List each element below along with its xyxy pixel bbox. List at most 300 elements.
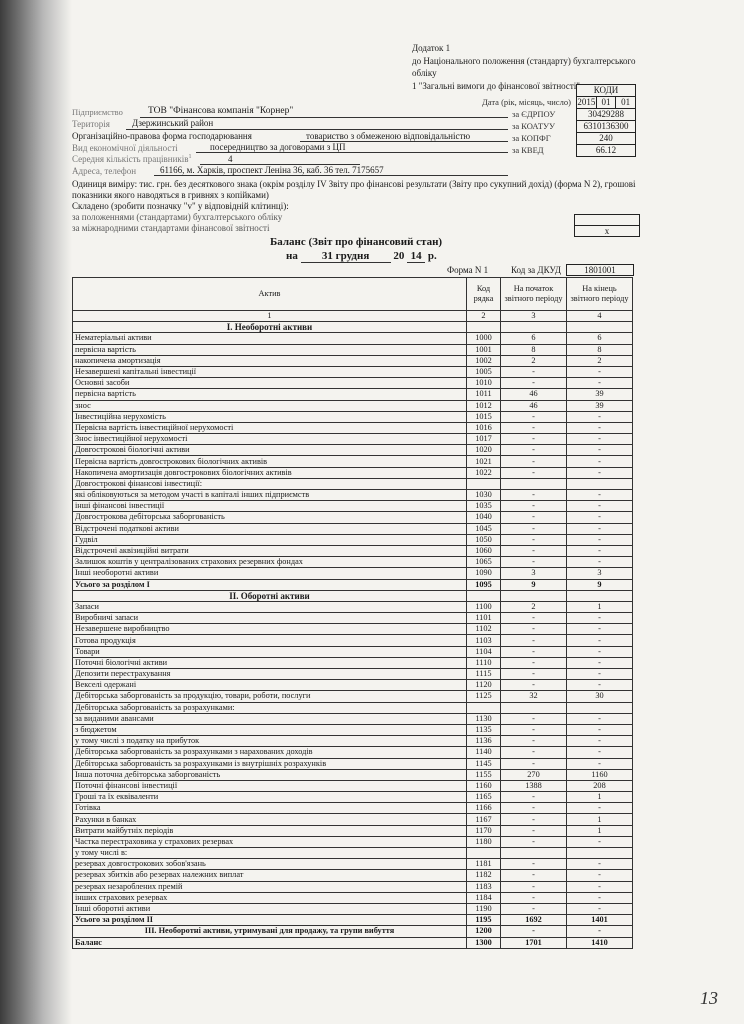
col-end-header: На кінець звітного періоду bbox=[567, 278, 633, 311]
row-label: резервах збитків або резервах належних виплат bbox=[73, 870, 467, 881]
row-value-end: - bbox=[567, 892, 633, 903]
staff-label: Середня кількість працівників bbox=[72, 154, 189, 164]
table-row bbox=[73, 523, 633, 534]
legal-form-label: Організаційно-правова форма господарювання bbox=[72, 131, 252, 141]
row-label: які обліковуються за методом участі в капіталі інших підприємств bbox=[73, 490, 467, 501]
row-label: Дебіторська заборгованість за розрахунками з нарахованих доходів bbox=[73, 747, 467, 758]
edrpou-value: 30429288 bbox=[577, 109, 635, 121]
row-code: 1135 bbox=[467, 724, 501, 735]
row-value-start: - bbox=[501, 926, 567, 937]
index-3: 3 bbox=[501, 311, 567, 322]
row-code: 1200 bbox=[467, 926, 501, 937]
addendum-line-2: до Національного положення (стандарту) бухгалтерського bbox=[412, 55, 636, 66]
row-label: Інші необоротні активи bbox=[73, 568, 467, 579]
row-code: 1022 bbox=[467, 467, 501, 478]
row-label: Дебіторська заборгованість за розрахунками: bbox=[73, 702, 467, 713]
row-code: 1095 bbox=[467, 579, 501, 590]
row-code: 1020 bbox=[467, 445, 501, 456]
row-label: Довгострокові фінансові інвестиції: bbox=[73, 478, 467, 489]
table-row bbox=[73, 422, 633, 433]
staff-value: 4 bbox=[228, 154, 233, 164]
section-title: II. Оборотні активи bbox=[73, 590, 467, 601]
row-value-start: - bbox=[501, 803, 567, 814]
row-value-start: 46 bbox=[501, 389, 567, 400]
col-asset-header: Актив bbox=[73, 278, 467, 311]
row-value-start: - bbox=[501, 366, 567, 377]
row-value-start: - bbox=[501, 646, 567, 657]
msfz-checkbox: x bbox=[574, 225, 640, 237]
table-row bbox=[73, 355, 633, 366]
dkud-value: 1801001 bbox=[566, 264, 634, 276]
row-code: 1060 bbox=[467, 545, 501, 556]
table-row bbox=[73, 601, 633, 612]
row-code: 1195 bbox=[467, 915, 501, 926]
row-code: 1090 bbox=[467, 568, 501, 579]
table-row bbox=[73, 512, 633, 523]
row-label: Основні засоби bbox=[73, 378, 467, 389]
row-value-start: - bbox=[501, 445, 567, 456]
row-label: Незавершені капітальні інвестиції bbox=[73, 366, 467, 377]
table-row bbox=[73, 657, 633, 668]
row-label: Інші оборотні активи bbox=[73, 903, 467, 914]
empty-cell bbox=[467, 590, 501, 601]
index-1: 1 bbox=[73, 311, 467, 322]
row-value-end: 1160 bbox=[567, 769, 633, 780]
activity-value: посередництво за договорами з ЦП bbox=[210, 142, 346, 152]
dkud-label: Код за ДКУД bbox=[511, 265, 561, 275]
row-code: 1015 bbox=[467, 411, 501, 422]
kved-label: за КВЕД bbox=[512, 145, 544, 155]
table-row bbox=[73, 467, 633, 478]
row-code: 1140 bbox=[467, 747, 501, 758]
row-value-end: 39 bbox=[567, 400, 633, 411]
row-label: Усього за розділом I bbox=[73, 579, 467, 590]
document-title: Баланс (Звіт про фінансовий стан) bbox=[270, 236, 443, 248]
table-row bbox=[73, 792, 633, 803]
empty-cell bbox=[501, 322, 567, 333]
row-label: Дебіторська заборгованість за продукцію, товари, роботи, послуги bbox=[73, 691, 467, 702]
staff-label-wrap bbox=[72, 154, 192, 164]
row-label: інші фінансові інвестиції bbox=[73, 501, 467, 512]
row-value-start: - bbox=[501, 411, 567, 422]
codes-box bbox=[576, 84, 636, 157]
row-value-start: - bbox=[501, 422, 567, 433]
row-value-start: 270 bbox=[501, 769, 567, 780]
row-code: 1002 bbox=[467, 355, 501, 366]
row-value-start: - bbox=[501, 512, 567, 523]
row-value-start: - bbox=[501, 434, 567, 445]
row-code: 1104 bbox=[467, 646, 501, 657]
legal-form-value: товариство з обмеженою відповідальністю bbox=[306, 131, 471, 141]
table-row bbox=[73, 724, 633, 735]
row-value-start: - bbox=[501, 680, 567, 691]
row-value-end: - bbox=[567, 926, 633, 937]
address-label: Адреса, телефон bbox=[72, 166, 137, 176]
row-label: з бюджетом bbox=[73, 724, 467, 735]
row-value-start: - bbox=[501, 859, 567, 870]
table-row bbox=[73, 937, 633, 948]
row-value-end: - bbox=[567, 881, 633, 892]
row-code: 1155 bbox=[467, 769, 501, 780]
report-year: 14 bbox=[407, 250, 425, 263]
table-row bbox=[73, 333, 633, 344]
row-code: 1300 bbox=[467, 937, 501, 948]
row-value-start: 2 bbox=[501, 601, 567, 612]
row-code: 1110 bbox=[467, 657, 501, 668]
row-label: накопичена амортизація bbox=[73, 355, 467, 366]
addendum-line-4: 1 "Загальні вимоги до фінансової звітності" bbox=[412, 80, 580, 91]
row-value-end bbox=[567, 478, 633, 489]
territory-label: Територія bbox=[72, 119, 110, 129]
units-note: Одиниця виміру: тис. грн. без десяткового знака (окрім розділу IV Звіту про фінансові результати (Звіту про сукупний дохід) (форма N 2), грошові bbox=[72, 179, 636, 189]
row-label: Довгострокові біологічні активи bbox=[73, 445, 467, 456]
table-row bbox=[73, 344, 633, 355]
addendum-line-1: Додаток 1 bbox=[412, 43, 451, 53]
row-label: Знос інвестиційної нерухомості bbox=[73, 434, 467, 445]
row-code: 1100 bbox=[467, 601, 501, 612]
row-value-start: 6 bbox=[501, 333, 567, 344]
row-code: 1102 bbox=[467, 624, 501, 635]
table-row bbox=[73, 881, 633, 892]
row-value-end: - bbox=[567, 635, 633, 646]
row-code bbox=[467, 848, 501, 859]
row-label: резервах довгострокових зобов'язань bbox=[73, 859, 467, 870]
row-value-end: - bbox=[567, 557, 633, 568]
row-value-end: - bbox=[567, 724, 633, 735]
table-row bbox=[73, 434, 633, 445]
row-value-start: 2 bbox=[501, 355, 567, 366]
row-value-start: 1701 bbox=[501, 937, 567, 948]
row-label: Відстрочені податкові активи bbox=[73, 523, 467, 534]
row-value-end: - bbox=[567, 624, 633, 635]
table-row bbox=[73, 557, 633, 568]
table-row bbox=[73, 926, 633, 937]
table-row bbox=[73, 702, 633, 713]
row-label: Відстрочені аквізиційні витрати bbox=[73, 545, 467, 556]
row-value-end: - bbox=[567, 713, 633, 724]
row-value-end: 2 bbox=[567, 355, 633, 366]
table-row bbox=[73, 848, 633, 859]
enterprise-label: Підприємство bbox=[72, 107, 123, 117]
row-code: 1065 bbox=[467, 557, 501, 568]
row-code: 1101 bbox=[467, 613, 501, 624]
row-code bbox=[467, 478, 501, 489]
table-row bbox=[73, 680, 633, 691]
row-value-start: 3 bbox=[501, 568, 567, 579]
row-code: 1005 bbox=[467, 366, 501, 377]
row-value-end: - bbox=[567, 523, 633, 534]
row-value-start: - bbox=[501, 881, 567, 892]
table-row bbox=[73, 803, 633, 814]
table-row bbox=[73, 568, 633, 579]
table-row bbox=[73, 747, 633, 758]
table-row bbox=[73, 669, 633, 680]
row-value-start: 1692 bbox=[501, 915, 567, 926]
row-value-end: 39 bbox=[567, 389, 633, 400]
row-value-start: - bbox=[501, 903, 567, 914]
row-value-end: 208 bbox=[567, 780, 633, 791]
row-value-end: 1410 bbox=[567, 937, 633, 948]
msfz-label: за міжнародними стандартами фінансової звітності bbox=[72, 223, 270, 233]
koatuu-value: 6310136300 bbox=[577, 121, 635, 133]
table-row bbox=[73, 836, 633, 847]
row-value-start: - bbox=[501, 724, 567, 735]
row-value-start: 46 bbox=[501, 400, 567, 411]
row-value-start: - bbox=[501, 467, 567, 478]
row-code: 1182 bbox=[467, 870, 501, 881]
table-row bbox=[73, 691, 633, 702]
row-label: за виданими авансами bbox=[73, 713, 467, 724]
table-row bbox=[73, 545, 633, 556]
empty-cell bbox=[567, 590, 633, 601]
row-value-end: - bbox=[567, 803, 633, 814]
table-row bbox=[73, 769, 633, 780]
row-label: Усього за розділом II bbox=[73, 915, 467, 926]
scan-shadow bbox=[0, 0, 72, 1024]
row-value-end: 9 bbox=[567, 579, 633, 590]
row-value-start: - bbox=[501, 624, 567, 635]
row-value-end: - bbox=[567, 456, 633, 467]
row-value-start bbox=[501, 478, 567, 489]
row-value-end: 3 bbox=[567, 568, 633, 579]
row-label: Інвестиційна нерухомість bbox=[73, 411, 467, 422]
index-4: 4 bbox=[567, 311, 633, 322]
row-code: 1165 bbox=[467, 792, 501, 803]
edrpou-label: за ЄДРПОУ bbox=[512, 109, 556, 119]
index-2: 2 bbox=[467, 311, 501, 322]
row-label: Гроші та їх еквіваленти bbox=[73, 792, 467, 803]
row-value-end: 1 bbox=[567, 792, 633, 803]
territory-underline bbox=[126, 129, 508, 130]
koatuu-label: за КОАТУУ bbox=[512, 121, 556, 131]
row-label: Депозити перестрахування bbox=[73, 669, 467, 680]
year-suffix: р. bbox=[427, 250, 437, 262]
row-value-end: - bbox=[567, 613, 633, 624]
row-code: 1166 bbox=[467, 803, 501, 814]
row-value-end: - bbox=[567, 434, 633, 445]
table-row bbox=[73, 713, 633, 724]
row-code: 1016 bbox=[467, 422, 501, 433]
section-title: I. Необоротні активи bbox=[73, 322, 467, 333]
row-value-end: - bbox=[567, 836, 633, 847]
table-header-row bbox=[73, 278, 633, 311]
row-label: знос bbox=[73, 400, 467, 411]
row-value-end: - bbox=[567, 545, 633, 556]
address-value: 61166, м. Харків, проспект Леніна 36, каб. 36 тел. 7175657 bbox=[160, 165, 384, 175]
row-code: 1120 bbox=[467, 680, 501, 691]
row-code: 1184 bbox=[467, 892, 501, 903]
row-value-start: - bbox=[501, 657, 567, 668]
row-value-end: - bbox=[567, 501, 633, 512]
row-label: резервах незароблених премій bbox=[73, 881, 467, 892]
row-value-end: - bbox=[567, 366, 633, 377]
row-value-end bbox=[567, 848, 633, 859]
row-value-start: - bbox=[501, 825, 567, 836]
col-code-header: Код рядка bbox=[467, 278, 501, 311]
table-row bbox=[73, 400, 633, 411]
row-value-start: - bbox=[501, 545, 567, 556]
row-code: 1167 bbox=[467, 814, 501, 825]
row-label: Товари bbox=[73, 646, 467, 657]
row-value-end: - bbox=[567, 534, 633, 545]
row-value-start: - bbox=[501, 747, 567, 758]
row-value-start: 32 bbox=[501, 691, 567, 702]
empty-cell bbox=[501, 590, 567, 601]
row-label: Частка перестраховика у страхових резервах bbox=[73, 836, 467, 847]
ps-bo-label: за положеннями (стандартами) бухгалтерського обліку bbox=[72, 212, 283, 222]
table-row bbox=[73, 478, 633, 489]
row-value-start bbox=[501, 702, 567, 713]
row-value-end: - bbox=[567, 747, 633, 758]
row-label: Рахунки в банках bbox=[73, 814, 467, 825]
mark-note: Складено (зробити позначку "v" у відповідній клітинці): bbox=[72, 201, 289, 211]
row-value-end bbox=[567, 702, 633, 713]
codes-date bbox=[577, 97, 635, 109]
row-code: 1010 bbox=[467, 378, 501, 389]
table-row bbox=[73, 378, 633, 389]
row-code: 1000 bbox=[467, 333, 501, 344]
table-row bbox=[73, 646, 633, 657]
table-row bbox=[73, 870, 633, 881]
page-number: 13 bbox=[700, 988, 718, 1008]
row-label: первісна вартість bbox=[73, 389, 467, 400]
table-row bbox=[73, 635, 633, 646]
activity-underline bbox=[196, 152, 508, 153]
row-value-start: - bbox=[501, 557, 567, 568]
table-row bbox=[73, 859, 633, 870]
row-value-start: - bbox=[501, 456, 567, 467]
row-code: 1125 bbox=[467, 691, 501, 702]
row-label: у тому числі в: bbox=[73, 848, 467, 859]
row-value-start: - bbox=[501, 490, 567, 501]
row-value-end: - bbox=[567, 378, 633, 389]
row-value-start bbox=[501, 848, 567, 859]
row-value-end: - bbox=[567, 411, 633, 422]
row-label: у тому числі з податку на прибуток bbox=[73, 736, 467, 747]
enterprise-name: ТОВ "Фінансова компанія "Корнер" bbox=[148, 106, 294, 116]
addendum-line-3: обліку bbox=[412, 68, 437, 78]
row-value-start: - bbox=[501, 613, 567, 624]
table-row bbox=[73, 490, 633, 501]
table-index-row bbox=[73, 311, 633, 322]
date-day: 01 bbox=[621, 97, 631, 107]
row-value-start: - bbox=[501, 892, 567, 903]
row-code: 1050 bbox=[467, 534, 501, 545]
row-label: інших страхових резервах bbox=[73, 892, 467, 903]
row-value-start: - bbox=[501, 669, 567, 680]
table-row bbox=[73, 892, 633, 903]
row-label: первісна вартість bbox=[73, 344, 467, 355]
table-row bbox=[73, 579, 633, 590]
row-label: Первісна вартість довгострокових біологічних активів bbox=[73, 456, 467, 467]
empty-cell bbox=[567, 322, 633, 333]
table-row bbox=[73, 613, 633, 624]
address-underline bbox=[154, 175, 508, 176]
row-code: 1021 bbox=[467, 456, 501, 467]
row-code: 1045 bbox=[467, 523, 501, 534]
territory-value: Дзержинський район bbox=[132, 118, 214, 128]
row-code: 1190 bbox=[467, 903, 501, 914]
row-label: Залишок коштів у централізованих страхових резервних фондах bbox=[73, 557, 467, 568]
row-value-start: - bbox=[501, 792, 567, 803]
row-label: Поточні фінансові інвестиції bbox=[73, 780, 467, 791]
table-row bbox=[73, 501, 633, 512]
row-value-end: - bbox=[567, 646, 633, 657]
row-code: 1145 bbox=[467, 758, 501, 769]
row-value-start: - bbox=[501, 836, 567, 847]
table-row bbox=[73, 456, 633, 467]
row-value-start: - bbox=[501, 534, 567, 545]
row-code: 1183 bbox=[467, 881, 501, 892]
row-label: Гудвіл bbox=[73, 534, 467, 545]
row-label: Довгострокова дебіторська заборгованість bbox=[73, 512, 467, 523]
empty-cell bbox=[467, 322, 501, 333]
row-value-end: 1 bbox=[567, 814, 633, 825]
row-value-start: - bbox=[501, 523, 567, 534]
row-value-end: 1401 bbox=[567, 915, 633, 926]
date-year: 2015 bbox=[577, 97, 596, 107]
row-label: Векселі одержані bbox=[73, 680, 467, 691]
staff-sup: 1 bbox=[188, 154, 192, 160]
table-row bbox=[73, 825, 633, 836]
row-value-end: 8 bbox=[567, 344, 633, 355]
row-code bbox=[467, 702, 501, 713]
table-row bbox=[73, 780, 633, 791]
row-value-start: 9 bbox=[501, 579, 567, 590]
row-code: 1160 bbox=[467, 780, 501, 791]
row-value-end: - bbox=[567, 669, 633, 680]
row-value-end: 1 bbox=[567, 601, 633, 612]
row-value-start: 1388 bbox=[501, 780, 567, 791]
date-label: Дата (рік, місяць, число) bbox=[482, 97, 571, 107]
row-value-end: 30 bbox=[567, 691, 633, 702]
row-code: 1136 bbox=[467, 736, 501, 747]
date-month: 01 bbox=[597, 97, 617, 108]
row-code: 1130 bbox=[467, 713, 501, 724]
row-value-start: - bbox=[501, 713, 567, 724]
row-label: Первісна вартість інвестиційної нерухомості bbox=[73, 422, 467, 433]
table-row bbox=[73, 915, 633, 926]
balance-table-body bbox=[73, 322, 633, 949]
row-label: Готова продукція bbox=[73, 635, 467, 646]
table-row bbox=[73, 758, 633, 769]
row-value-end: - bbox=[567, 680, 633, 691]
on-label: на bbox=[286, 250, 298, 262]
year-prefix: 20 bbox=[393, 250, 405, 262]
table-row bbox=[73, 624, 633, 635]
row-code: 1180 bbox=[467, 836, 501, 847]
kopfg-label: за КОПФГ bbox=[512, 133, 551, 143]
row-label: Інша поточна дебіторська заборгованість bbox=[73, 769, 467, 780]
table-row bbox=[73, 814, 633, 825]
row-label: Готівка bbox=[73, 803, 467, 814]
row-label: Витрати майбутніх періодів bbox=[73, 825, 467, 836]
units-note-2: показники якого наводяться в гривнях з копійками) bbox=[72, 190, 269, 200]
row-value-end: - bbox=[567, 870, 633, 881]
row-label: Виробничі запаси bbox=[73, 613, 467, 624]
kved-value: 66.12 bbox=[595, 145, 617, 155]
kopfg-value: 240 bbox=[577, 133, 635, 145]
col-start-header: На початок звітного періоду bbox=[501, 278, 567, 311]
row-label: Накопичена амортизація довгострокових біологічних активів bbox=[73, 467, 467, 478]
row-label: Незавершене виробництво bbox=[73, 624, 467, 635]
row-value-end: - bbox=[567, 422, 633, 433]
row-code: 1170 bbox=[467, 825, 501, 836]
row-value-end: - bbox=[567, 859, 633, 870]
row-code: 1012 bbox=[467, 400, 501, 411]
row-code: 1103 bbox=[467, 635, 501, 646]
row-code: 1035 bbox=[467, 501, 501, 512]
